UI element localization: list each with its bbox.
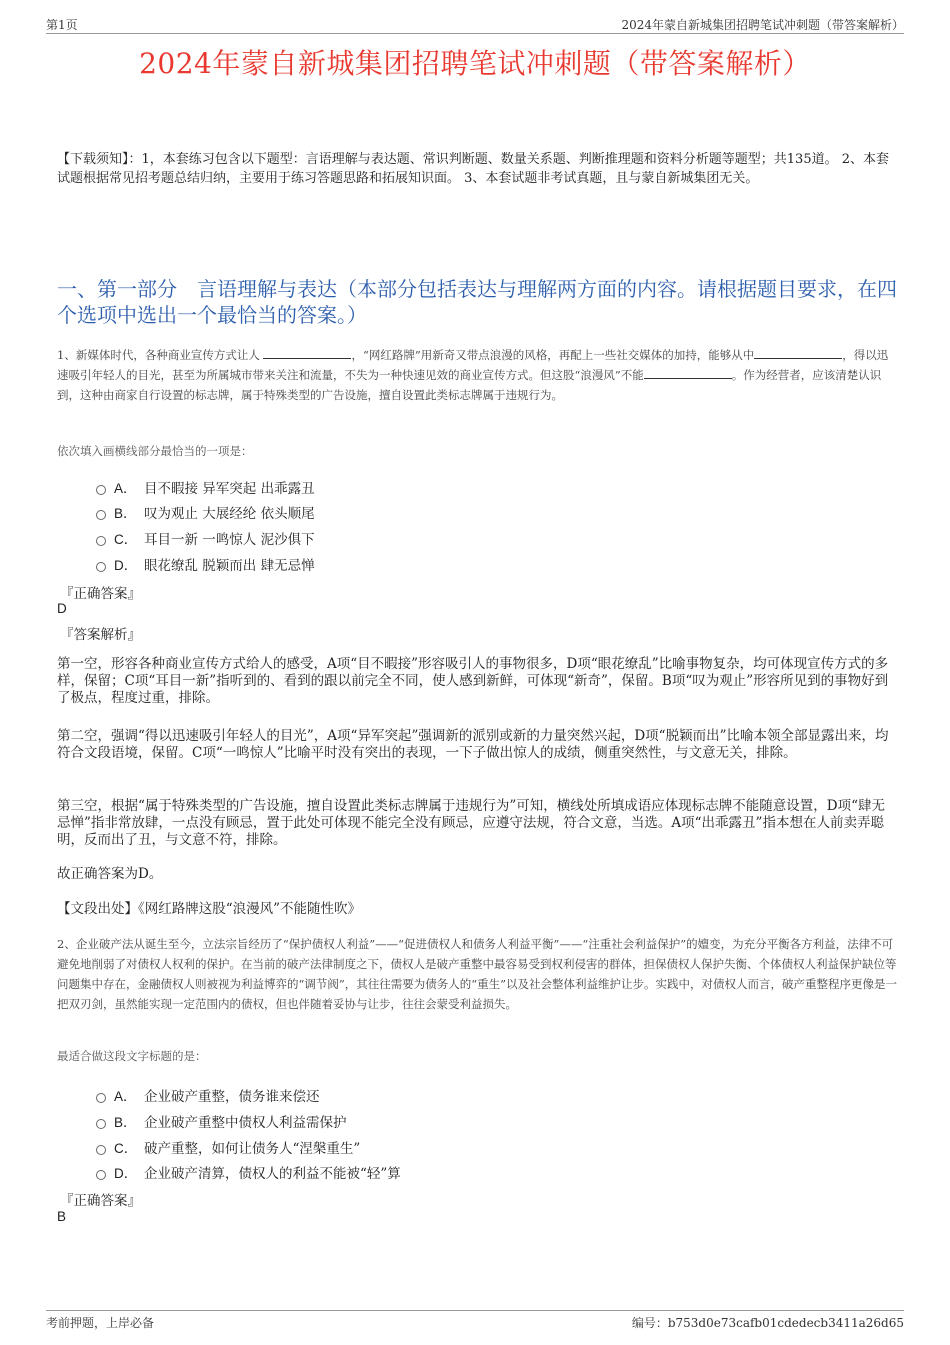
footer-slogan: 考前押题，上岸必备	[46, 1316, 155, 1330]
q2-option-b[interactable]	[96, 1111, 347, 1131]
option-text: 目不暇接 异军突起 出乖露丑	[144, 481, 315, 497]
radio-icon[interactable]	[96, 536, 106, 546]
option-letter: C．	[114, 532, 138, 547]
fill-blank-1	[263, 346, 351, 359]
option-text: 企业破产重整中债权人利益需保护	[144, 1115, 347, 1131]
option-letter: A．	[114, 481, 137, 496]
q1-text-part-a: 1、新媒体时代，各种商业宣传方式让人	[57, 348, 260, 362]
q1-option-d[interactable]	[96, 554, 315, 574]
q1-source: 【文段出处】《网红路牌这股“浪漫风”不能随性吹》	[57, 901, 362, 917]
section-heading: 一、第一部分 言语理解与表达（本部分包括表达与理解两方面的内容。请根据题目要求，在四个选项中选出一个最恰当的答案。）	[57, 277, 897, 327]
radio-icon[interactable]	[96, 1093, 106, 1103]
question-1-prompt: 依次填入画横线部分最恰当的一项是：	[57, 444, 253, 458]
q1-answer-value: D	[57, 601, 67, 616]
header-divider	[46, 33, 904, 34]
q1-option-a[interactable]	[96, 477, 315, 497]
q1-analysis-paragraph-3: 第三空，根据“属于特殊类型的广告设施，擅自设置此类标志牌属于违规行为”可知，横线处所填成语应体现标志牌不能随意设置，D项“肆无忌惮”指非常放肆，一点没有顾忌，置于此处可体现不能完全没有顾忌，应遵守法规，符合文意，当选。A项“出乖露丑”指本想在人前卖弄聪明，反而出了丑，与文意不符，排除。	[57, 798, 886, 848]
radio-icon[interactable]	[96, 485, 106, 495]
option-letter: D．	[114, 1166, 138, 1181]
q1-analysis-conclusion: 故正确答案为D。	[57, 866, 163, 882]
question-1-stem	[57, 345, 899, 405]
option-text: 耳目一新 一鸣惊人 泥沙俱下	[144, 532, 315, 548]
footer-divider	[46, 1310, 904, 1311]
q2-option-a[interactable]	[96, 1085, 320, 1105]
q2-option-c[interactable]	[96, 1137, 360, 1157]
option-letter: B．	[114, 506, 137, 521]
footer-doc-id: 编号：b753d0e73cafb01cdedecb3411a26d65	[631, 1316, 904, 1330]
option-letter: C．	[114, 1141, 138, 1156]
q1-analysis-paragraph-1: 第一空，形容各种商业宣传方式给人的感受，A项“目不暇接”形容吸引人的事物很多，D项“眼花缭乱”比喻事物复杂，均可体现宣传方式的多样，保留；C项“耳目一新”指听到的、看到的跟以前完全不同，使人感到新鲜，可体现“新奇”，保留。B项“叹为观止”形容所见到的事物好到了极点，程度过重，排除。	[57, 656, 889, 706]
fill-blank-2	[754, 346, 842, 359]
option-text: 叹为观止 大展经纶 依头顺尾	[144, 506, 315, 522]
radio-icon[interactable]	[96, 1170, 106, 1180]
page-number: 第1页	[46, 18, 78, 32]
q2-option-d[interactable]	[96, 1162, 401, 1182]
question-2-stem: 2、企业破产法从诞生至今，立法宗旨经历了“保护债权人利益”——“促进债权人和债务人利益平衡”——“注重社会利益保护”的嬗变，为充分平衡各方利益，法律不可避免地削弱了对债权人权利的保护。在当前的破产法律制度之下，债权人是破产重整中最容易受到权利侵害的群体，担保债权人保护失衡、个体债权人利益保护缺位等问题集中存在，金融债权人则被视为利益博弈的“调节阀”，其往往需要为债务人的“重生”以及社会整体利益维护让步。实践中，对债权人而言，破产重整程序更像是一把双刃剑，虽然能实现一定范围内的债权，但也伴随着妥协与让步，往往会蒙受利益损失。	[57, 937, 898, 1011]
option-text: 企业破产重整，债务谁来偿还	[144, 1089, 320, 1105]
option-text: 企业破产清算，债权人的利益不能被“轻”算	[144, 1166, 401, 1182]
q1-analysis-paragraph-2: 第二空，强调“得以迅速吸引年轻人的目光”，A项“异军突起”强调新的派别或新的力量突然兴起，D项“脱颖而出”比喻本领全部显露出来，均符合文段语境，保留。C项“一鸣惊人”比喻平时没有突出的表现，一下子做出惊人的成绩，侧重突然性，与文意无关，排除。	[57, 728, 889, 761]
q1-answer-label: 『正确答案』	[60, 586, 141, 602]
radio-icon[interactable]	[96, 510, 106, 520]
q1-text-part-c: ，得以迅速吸引年轻人的目光，甚至为所属城市带来关注和流量，不失为一种快速见效的商业宣传方式。但这股“浪漫风”不能	[57, 348, 889, 382]
q1-option-c[interactable]	[96, 528, 315, 548]
radio-icon[interactable]	[96, 1145, 106, 1155]
option-text: 眼花缭乱 脱颖而出 肆无忌惮	[144, 558, 315, 574]
q1-option-b[interactable]	[96, 502, 315, 522]
option-letter: A．	[114, 1089, 137, 1104]
q2-answer-value: B	[57, 1209, 67, 1224]
page-title: 2024年蒙自新城集团招聘笔试冲刺题（带答案解析）	[139, 47, 811, 80]
q2-answer-label: 『正确答案』	[60, 1193, 141, 1209]
option-letter: D．	[114, 558, 138, 573]
radio-icon[interactable]	[96, 1119, 106, 1129]
option-text: 破产重整，如何让债务人“涅槃重生”	[144, 1141, 361, 1157]
q1-analysis-label: 『答案解析』	[60, 627, 141, 643]
header-doc-title: 2024年蒙自新城集团招聘笔试冲刺题（带答案解析）	[621, 18, 904, 32]
q1-text-part-d: 。作为经营者，应该清楚认识到，这种由商家自行设置的标志牌，属于特殊类型的广告设施，擅自设置此类标志牌属于违规行为。	[57, 368, 882, 402]
download-notice: 【下载须知】：1，本套练习包含以下题型：言语理解与表达题、常识判断题、数量关系题、判断推理题和资料分析题等题型；共135道。 2、本套试题根据常见招考题总结归纳，主要用于练习答题思路和拓展知识面。 3、本套试题非考试真题，且与蒙自新城集团无关。	[57, 152, 889, 186]
question-2-prompt: 最适合做这段文字标题的是：	[57, 1049, 207, 1063]
fill-blank-3	[644, 366, 732, 379]
q1-text-part-b: ，“网红路牌”用新奇又带点浪漫的风格，再配上一些社交媒体的加持，能够从中	[351, 348, 755, 362]
option-letter: B．	[114, 1115, 137, 1130]
radio-icon[interactable]	[96, 562, 106, 572]
